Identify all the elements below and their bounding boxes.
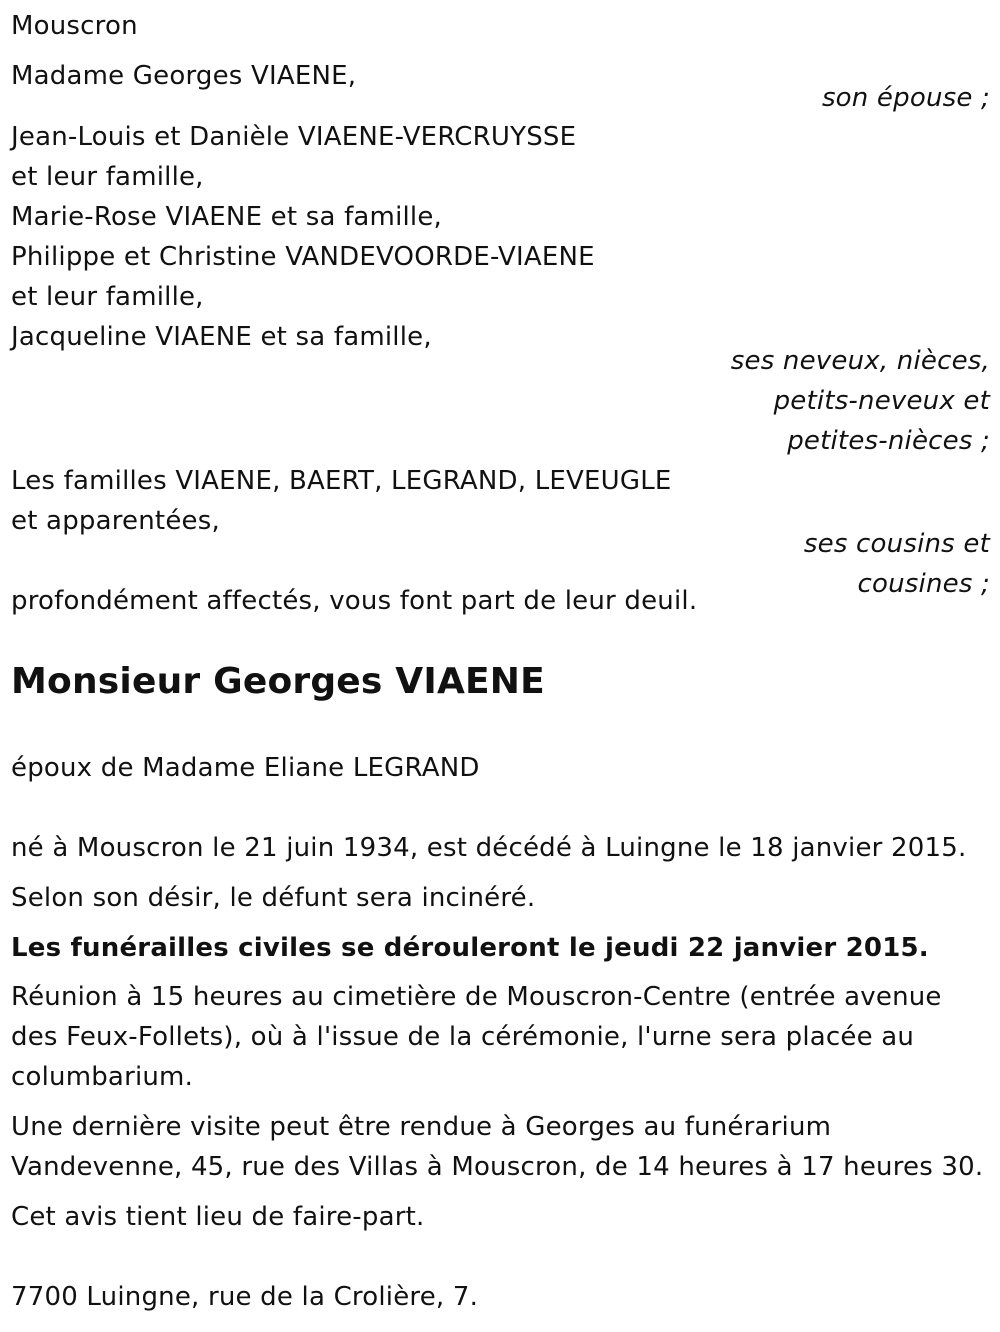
relative-line: et leur famille, bbox=[11, 162, 204, 192]
visit-line: Vandevenne, 45, rue des Villas à Mouscron, de 14 heures à 17 heures 30. bbox=[11, 1152, 984, 1182]
relatives-role: petits-neveux et bbox=[773, 386, 990, 416]
birth-death-line: né à Mouscron le 21 juin 1934, est décédé à Luingne le 18 janvier 2015. bbox=[11, 833, 967, 863]
relative-line: Philippe et Christine VANDEVOORDE-VIAENE bbox=[11, 242, 595, 272]
funeral-line: Les funérailles civiles se dérouleront le jeudi 22 janvier 2015. bbox=[11, 933, 929, 963]
relative-line: Marie-Rose VIAENE et sa famille, bbox=[11, 202, 443, 232]
relatives-role: petites-nièces ; bbox=[787, 426, 990, 456]
families-line: et apparentées, bbox=[11, 506, 220, 536]
closing-line: profondément affectés, vous font part de leur deuil. bbox=[11, 586, 698, 616]
wish-line: Selon son désir, le défunt sera incinéré. bbox=[11, 883, 536, 913]
families-line: Les familles VIAENE, BAERT, LEGRAND, LEVEUGLE bbox=[11, 466, 672, 496]
spouse-line: époux de Madame Eliane LEGRAND bbox=[11, 753, 480, 783]
families-role: ses cousins et bbox=[803, 529, 990, 559]
deceased-name: Monsieur Georges VIAENE bbox=[11, 661, 545, 702]
meeting-line: columbarium. bbox=[11, 1062, 194, 1092]
relative-line: Jacqueline VIAENE et sa famille, bbox=[11, 322, 432, 352]
notice-line: Cet avis tient lieu de faire-part. bbox=[11, 1202, 425, 1232]
meeting-line: des Feux-Follets), où à l'issue de la cérémonie, l'urne sera placée au bbox=[11, 1022, 915, 1052]
relative-line: et leur famille, bbox=[11, 282, 204, 312]
visit-line: Une dernière visite peut être rendue à Georges au funérarium bbox=[11, 1112, 832, 1142]
address-line: 7700 Luingne, rue de la Crolière, 7. bbox=[11, 1282, 479, 1312]
meeting-line: Réunion à 15 heures au cimetière de Mouscron-Centre (entrée avenue bbox=[11, 982, 942, 1012]
wife-role: son épouse ; bbox=[821, 83, 990, 113]
relative-line: Jean-Louis et Danièle VIAENE-VERCRUYSSE bbox=[11, 122, 577, 152]
wife-line: Madame Georges VIAENE, bbox=[11, 61, 357, 91]
relatives-role: ses neveux, nièces, bbox=[730, 346, 990, 376]
city-heading: Mouscron bbox=[11, 11, 138, 41]
families-role: cousines ; bbox=[857, 569, 990, 599]
